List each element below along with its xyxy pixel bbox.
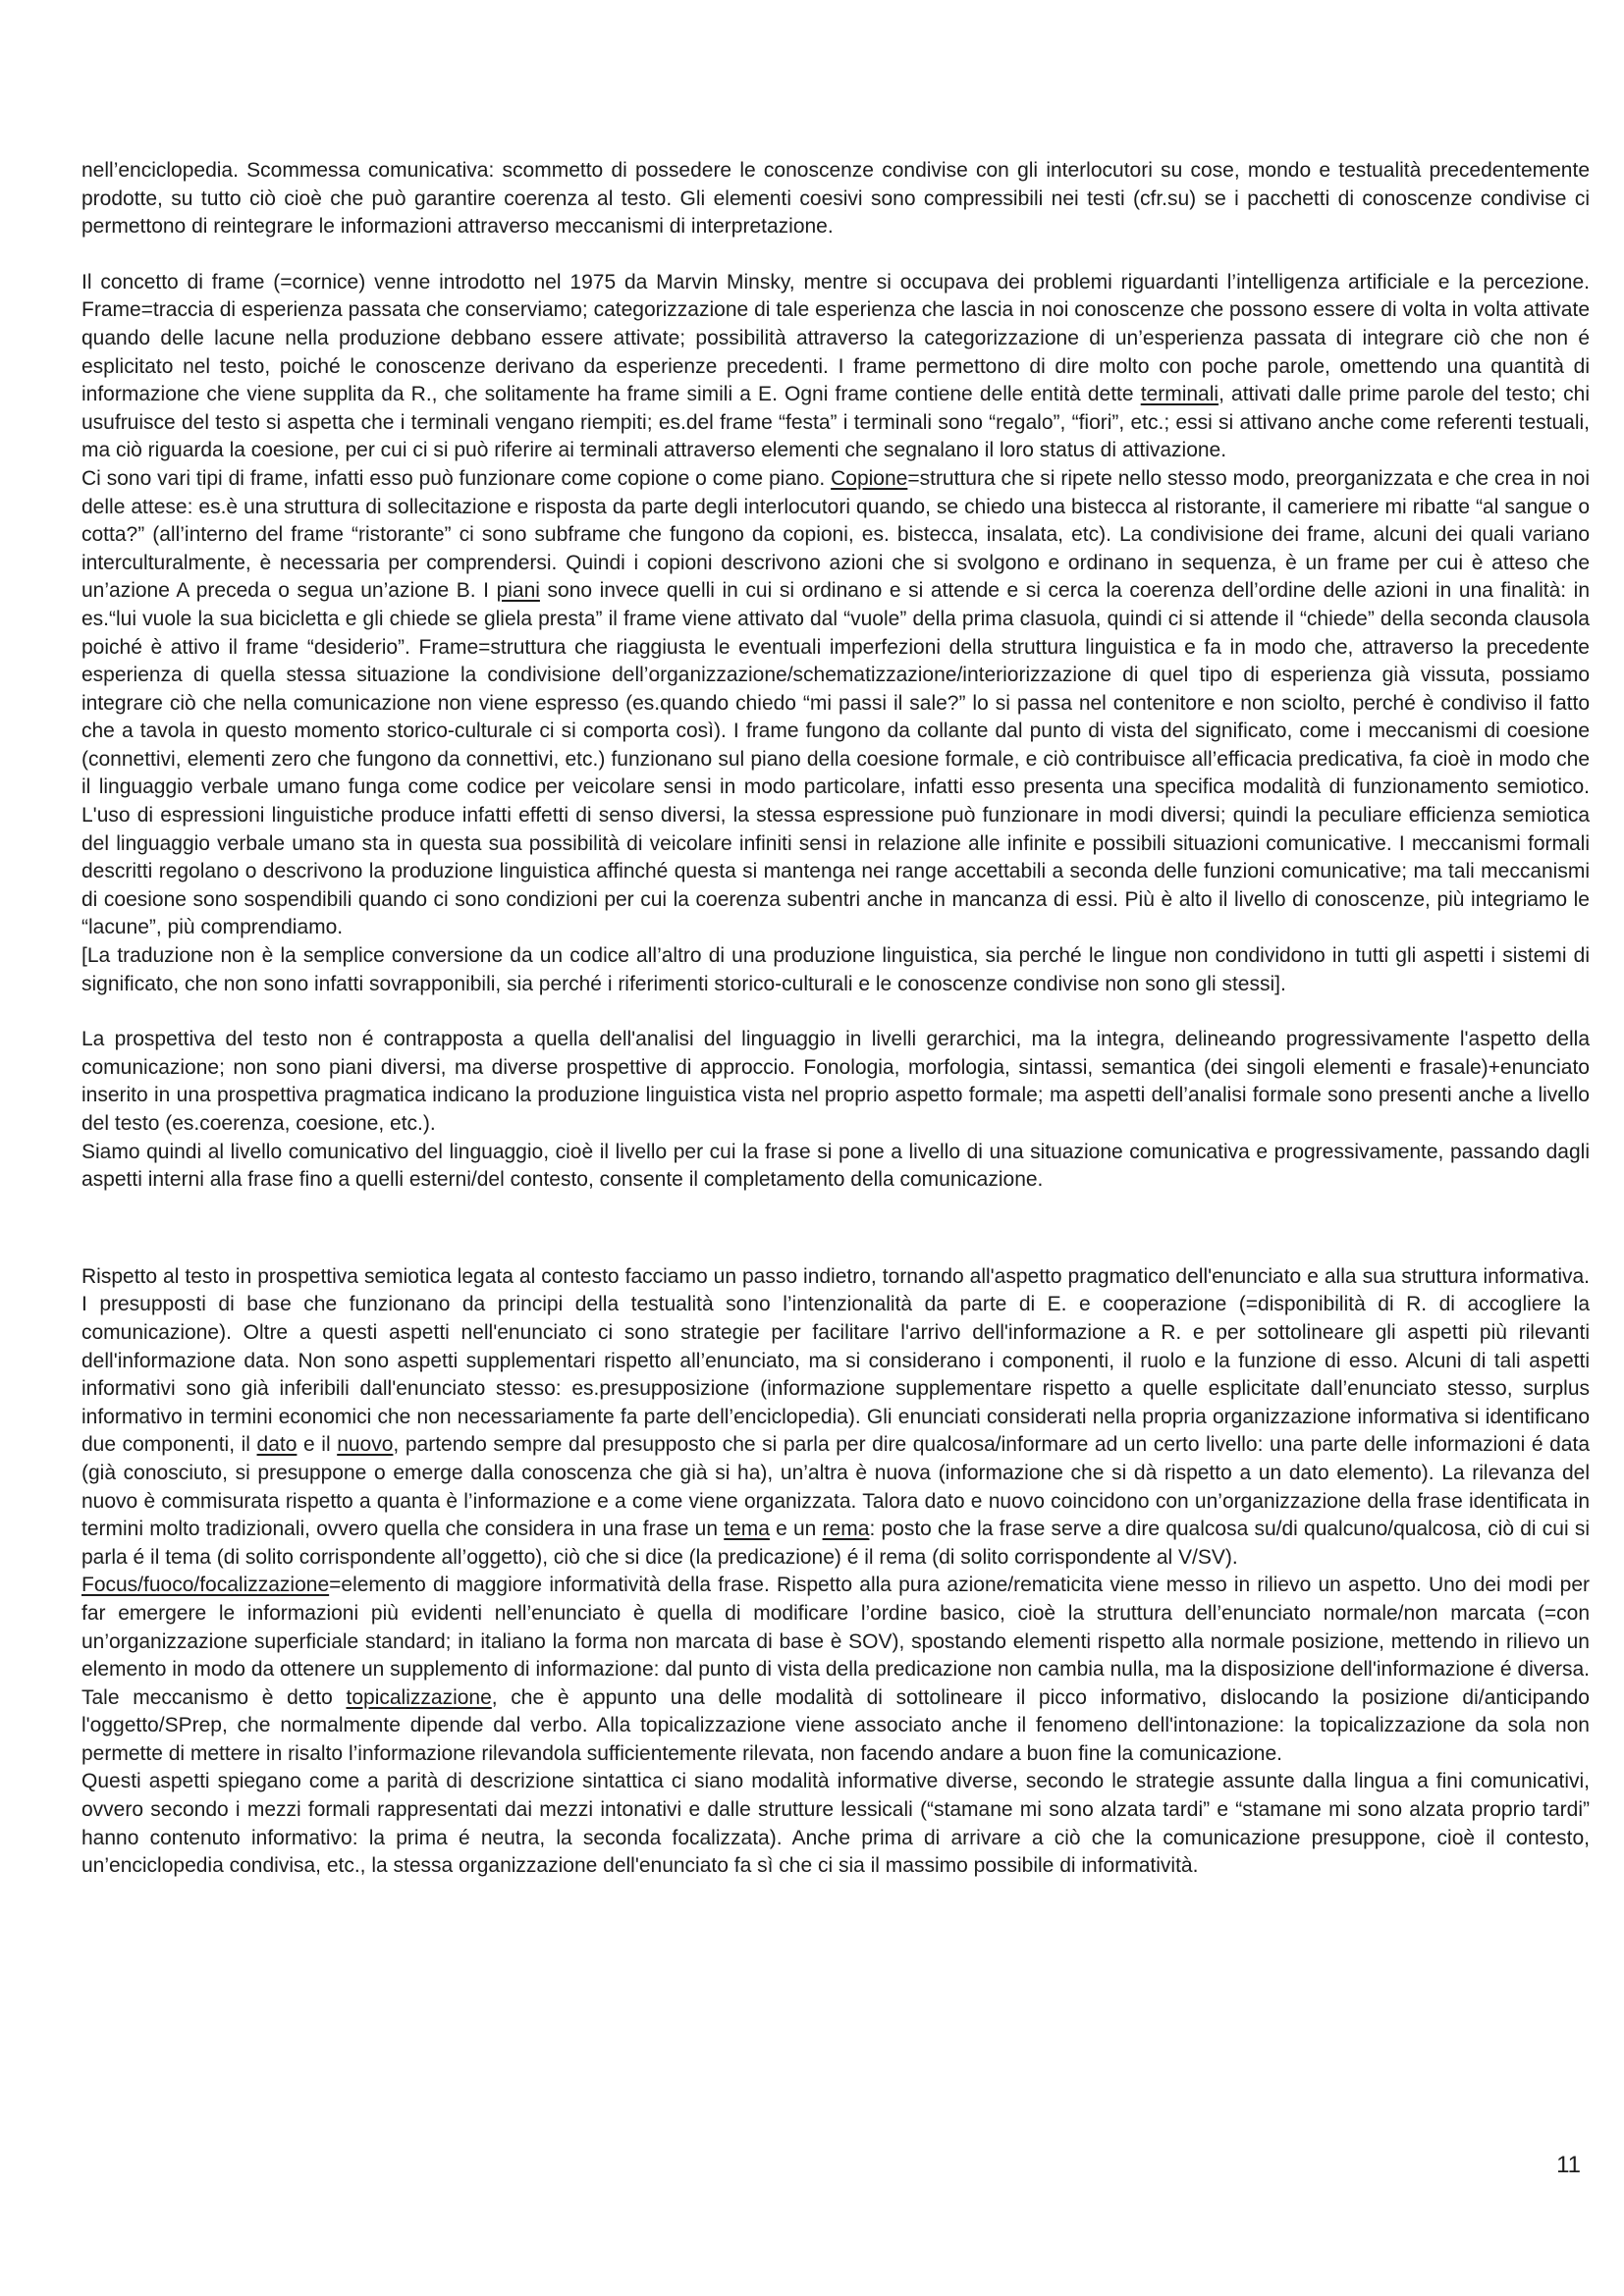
text-run: , partendo sempre dal presupposto che si parla per dire qualcosa/informare ad un certo livello: una parte delle informazioni é data (già conosciuto, si presuppone o emerge dalla conoscenza che già si ha), un’altra è nuova (informazione che si dà rispetto a un dato elemento). La rilevanza del nuovo è commisurata rispetto a quanta è l’informazione e a come viene organizzata. Talora dato e nuovo coincidono con un’organizzazione della frase identificata in termini molto tradizionali, ovvero quella che considera in una frase un bbox=[81, 1433, 1591, 1541]
paragraph-frame-types bbox=[81, 465, 1590, 942]
section-gap bbox=[81, 1195, 1590, 1263]
paragraph-dato-nuovo bbox=[81, 1263, 1590, 1573]
paragraph-modalita-informative: Questi aspetti spiegano come a parità di descrizione sintattica ci siano modalità informative diverse, secondo le strategie assunte dalla lingua a fini comunicativi, ovvero secondo i mezzi formali rappresentati dai mezzi intonativi e dalle strutture lessicali (“stamane mi sono alzata tardi” e “stamane mi sono alzata proprio tardi” hanno contenuto informativo: la prima é neutra, la seconda focalizzata). Anche prima di arrivare a ciò che la comunicazione presuppone, cioè il contesto, un’enciclopedia condivisa, etc., la stessa organizzazione dell'enunciato fa sì che ci sia il massimo possibile di informatività. bbox=[81, 1770, 1590, 1878]
text-run: e un bbox=[769, 1518, 823, 1541]
term-nuovo: nuovo bbox=[337, 1433, 394, 1457]
term-terminali: terminali bbox=[1140, 383, 1219, 406]
term-tema: tema bbox=[724, 1518, 770, 1541]
text-run: Ci sono vari tipi di frame, infatti esso può funzionare come copione o come piano. bbox=[81, 466, 832, 490]
paragraph-focus bbox=[81, 1572, 1590, 1768]
term-piani: piani bbox=[496, 579, 540, 603]
text-run: Il concetto di frame (=cornice) venne introdotto nel 1975 da Marvin Minsky, mentre si occupava dei problemi riguardanti l’intelligenza artificiale e la percezione. Frame=traccia di esperienza passata che conserviamo; categorizzazione di tale esperienza che lascia in noi conoscenze che possono essere di volta in volta attivate quando delle lacune nella produzione debbano essere attivate; possibilità attraverso la categorizzazione di un’esperienza passata di integrare ciò che non é esplicitato nel testo, poiché le conoscenze derivano da esperienze precedenti. I frame permettono di dire molto con poche parole, omettendo una quantità di informazione che viene supplita da R., che solitamente ha frame simili a E. Ogni frame contiene delle entità dette bbox=[81, 270, 1590, 406]
term-copione: Copione bbox=[831, 466, 908, 490]
term-rema: rema bbox=[822, 1518, 870, 1541]
text-run: sono invece quelli in cui si ordinano e si attende e si cerca la coerenza dell’ordine delle azioni in una finalità: in es.“lui vuole la sua bicicletta e gli chiede se gliela presta” il frame viene attivato dal “vuole” della prima clasuola, quindi ci si attende il “chiede” della seconda clausola poiché è attivo il frame “desiderio”. Frame=struttura che riaggiusta le eventuali imperfezioni della struttura linguistica e fa in modo che, attraverso la precedente esperienza di quella stessa situazione la condivisione dell’organizzazione/schematizzazione/interiorizzazione di quel tipo di esperienza già vissuta, possiamo integrare ciò che nella comunicazione non viene espresso (es.quando chiedo “mi passi il sale?” lo si passa nel contenitore e non sciolto, perché è condiviso il fatto che a tavola in questo momento storico-culturale ci si comporta così). I frame fungono da collante dal punto di vista del significato, come i meccanismi di coesione (connettivi, elementi zero che fungono da connettivi, etc.) funzionano sul piano della coesione formale, e ciò contribuisce all’efficacia predicativa, fa cioè in modo che il linguaggio verbale umano funga come codice per veicolare sensi in modo particolare, infatti esso presenta una specifica modalità di funzionamento semiotico. L'uso di espressioni linguistiche produce infatti effetti di senso diversi, la stessa espressione può funzionare in modi diversi; quindi la peculiare efficienza semiotica del linguaggio verbale umano sta in questa sua possibilità di veicolare infiniti sensi in relazione alle infinite e possibili situazioni comunicative. I meccanismi formali descritti regolano o descrivono la produzione linguistica affinché questa si mantenga nei range accettabili a seconda delle funzioni comunicative; ma tali meccanismi di coesione sono sospendibili quando ci sono condizioni per cui la coerenza subentri anche in mancanza di essi. Più è alto il livello di conoscenze, più integriamo le “lacune”, più comprendiamo. bbox=[81, 579, 1591, 939]
text-run: , che è appunto una delle modalità di sottolineare il picco informativo, dislocando la posizione di/anticipando l'oggetto/SPrep, che normalmente dipende dal verbo. Alla topicalizzazione viene associato anche il fenomeno dell'intonazione: la topicalizzazione da sola non permette di mettere in risalto l’informazione rilevandola sufficientemente rilevata, non facendo andare a buon fine la comunicazione. bbox=[81, 1685, 1590, 1765]
text-run: , attivati dalle prime parole del testo; chi usufruisce del testo si aspetta che i terminali vengano riempiti; es.del frame “festa” i terminali sono “regalo”, “fiori”, etc.; essi si attivano anche come referenti testuali, ma ciò riguarda la coesione, per cui ci si può riferire ai terminali attraverso elementi che segnalano il loro status di attivazione. bbox=[81, 383, 1590, 462]
term-topicalizzazione: topicalizzazione bbox=[346, 1685, 492, 1709]
paragraph-livello-comunicativo: Siamo quindi al livello comunicativo del linguaggio, cioè il livello per cui la frase si pone a livello di una situazione comunicativa e progressivamente, passando dagli aspetti interni alla frase fino a quelli esterni/del contesto, consente il completamento della comunicazione. bbox=[81, 1140, 1590, 1192]
page-number: 11 bbox=[1556, 2152, 1581, 2178]
text-run: =struttura che si ripete nello stesso modo, preorganizzata e che crea in noi delle attese: es.è una struttura di sollecitazione e risposta da parte degli interlocutori quando, se chiedo una bistecca al ristorante, il cameriere mi ribatte “al sangue o cotta?” (all’interno del frame “ristorante” ci sono subframe che fungono da copioni, es. bistecca, insalata, etc). La condivisione dei frame, alcuni dei quali variano interculturalmente, è necessaria per comprendersi. Quindi i copioni descrivono azioni che si svolgono e ordinano in sequenza, è un frame per cui è atteso che un’azione A preceda o segua un’azione B. I bbox=[81, 466, 1590, 603]
text-run: e il bbox=[297, 1433, 338, 1457]
document-body bbox=[81, 157, 1590, 1881]
text-run: : posto che la frase serve a dire qualcosa su/di qualcuno/qualcosa, ciò di cui si parla é il tema (di solito corrispondente all’oggetto), ciò che si dice (la predicazione) é il rema (di solito corrispondente al V/SV). bbox=[81, 1518, 1591, 1569]
paragraph-enciclopedia: nell’enciclopedia. Scommessa comunicativa: scommetto di possedere le conoscenze condivise con gli interlocutori su cose, mondo e testualità precedentemente prodotte, su tutto ciò cioè che può garantire coerenza al testo. Gli elementi coesivi sono compressibili nei testi (cfr.su) se i pacchetti di conoscenze condivise ci permettono di reintegrare le informazioni attraverso meccanismi di interpretazione. bbox=[81, 159, 1590, 239]
paragraph-traduzione: [La traduzione non è la semplice conversione da un codice all’altro di una produzione linguistica, sia perché le lingue non condividono in tutti gli aspetti i sistemi di significato, che non sono infatti sovrapponibili, sia perché i riferimenti storico-culturali e le conoscenze condivise non sono gli stessi]. bbox=[81, 944, 1590, 995]
paragraph-gap bbox=[81, 998, 1590, 1026]
paragraph-gap bbox=[81, 241, 1590, 269]
paragraph-frame-definition bbox=[81, 269, 1590, 465]
paragraph-prospettiva-testo: La prospettiva del testo non é contrapposta a quella dell'analisi del linguaggio in livelli gerarchici, ma la integra, delineando progressivamente l'aspetto della comunicazione; non sono piani diversi, ma diverse prospettive di approccio. Fonologia, morfologia, sintassi, semantica (dei singoli elementi e frasale)+enunciato inserito in una prospettiva pragmatica indicano la produzione linguistica vista nel proprio aspetto formale; ma aspetti dell’analisi formale sono presenti anche a livello del testo (es.coerenza, coesione, etc.). bbox=[81, 1028, 1590, 1135]
text-run: Rispetto al testo in prospettiva semiotica legata al contesto facciamo un passo indietro, tornando all'aspetto pragmatico dell'enunciato e alla sua struttura informativa. I presupposti di base che funzionano da principi della testualità sono l’intenzionalità da parte di E. e cooperazione (=disponibilità di R. di accogliere la comunicazione). Oltre a questi aspetti nell'enunciato ci sono strategie per facilitare l'arrivo dell'informazione a R. e per sottolineare gli aspetti più rilevanti dell'informazione data. Non sono aspetti supplementari rispetto all’enunciato, ma si considerano i componenti, il ruolo e la funzione di esso. Alcuni di tali aspetti informativi sono già inferibili dall'enunciato stesso: es.presupposizione (informazione supplementare rispetto a quelle esplicitate dall’enunciato stesso, surplus informativo in termini economici che non necessariamente fa parte dell’enciclopedia). Gli enunciati considerati nella propria organizzazione informativa si identificano due componenti, il bbox=[81, 1264, 1590, 1457]
text-run: =elemento di maggiore informatività della frase. Rispetto alla pura azione/rematicita viene messo in rilievo un aspetto. Uno dei modi per far emergere le informazioni più evidenti nell’enunciato è quella di modificare l’ordine basico, cioè la struttura dell’enunciato normale/non marcata (=con un’organizzazione superficiale standard; in italiano la forma non marcata di base è SOV), spostando elementi rispetto alla normale posizione, mettendo in rilievo un elemento in modo da ottenere un supplemento di informazione: dal punto di vista della predicazione non cambia nulla, ma la disposizione dell'informazione é diversa. Tale meccanismo è detto bbox=[81, 1574, 1590, 1709]
term-focus: Focus/fuoco/focalizzazione bbox=[81, 1574, 330, 1597]
term-dato: dato bbox=[256, 1433, 298, 1457]
